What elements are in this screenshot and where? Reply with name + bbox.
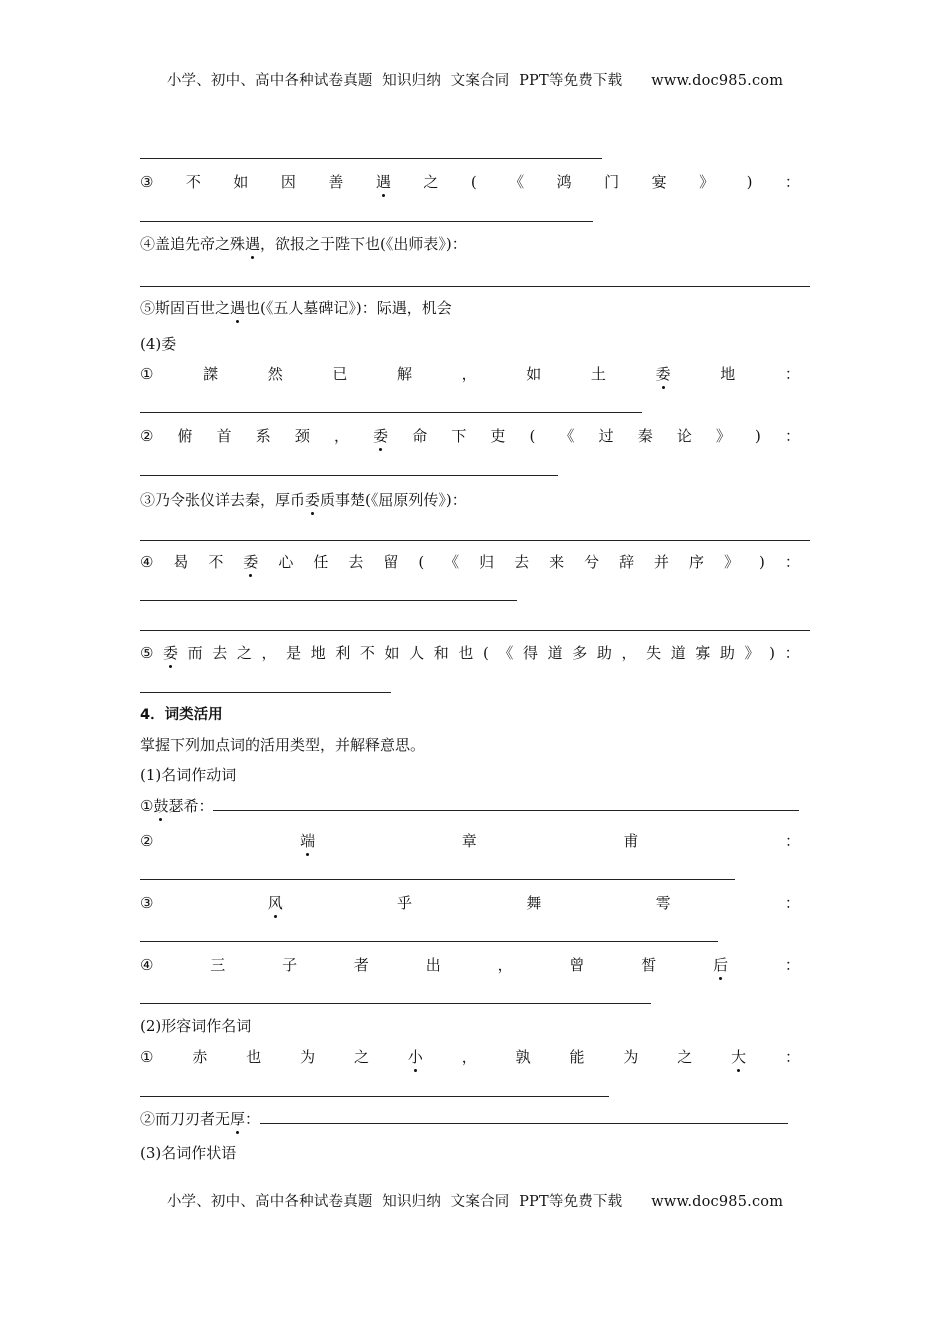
text-char: 大 — [731, 1048, 747, 1066]
text-char: 兮 — [584, 553, 600, 571]
text-char: 为 — [300, 1048, 316, 1066]
text-char: ③ — [140, 894, 154, 912]
text-char: 道 — [547, 644, 563, 662]
text-char: 然 — [267, 365, 283, 383]
text-char: 利 — [335, 644, 351, 662]
text-char: ) — [769, 644, 775, 662]
text-char: ， — [621, 644, 637, 662]
sub1-item-3 — [140, 893, 800, 913]
text-char: 俯 — [177, 427, 193, 445]
text-char: ： — [784, 894, 800, 912]
text-char: 曷 — [173, 553, 189, 571]
text-char: 小 — [407, 1048, 423, 1066]
text-char: 如 — [384, 644, 400, 662]
text-char: 人 — [409, 644, 425, 662]
text-char: 秦 — [637, 427, 653, 445]
text-char: 系 — [255, 427, 271, 445]
section-4-intro: 掌握下列加点词的活用类型，并解释意思。 — [140, 736, 426, 754]
text-char: 端 — [300, 832, 316, 850]
text-char: ( — [470, 173, 477, 191]
sub1-item-1: ①鼓瑟希： — [140, 796, 799, 816]
text-char: 辞 — [619, 553, 635, 571]
text-char: ) — [755, 427, 761, 445]
text-char: 委 — [163, 644, 179, 662]
text-char: 吏 — [490, 427, 506, 445]
text-char: ： — [784, 173, 800, 191]
text-char: 去 — [212, 644, 228, 662]
text-char: 是 — [286, 644, 302, 662]
text-char: ， — [261, 644, 277, 662]
text-char: 《 — [498, 644, 514, 662]
subsection-3-title: (3)名词作状语 — [140, 1144, 237, 1162]
wei-heading: (4)委 — [140, 335, 177, 353]
sub2-item-2: ②而刀刃者无厚： — [140, 1109, 788, 1129]
text-char: 过 — [598, 427, 614, 445]
text-char: 并 — [654, 553, 670, 571]
text-char: 来 — [549, 553, 565, 571]
text-char: 遇 — [375, 173, 391, 191]
text-char: 任 — [313, 553, 329, 571]
text-char: 寡 — [695, 644, 711, 662]
answer-line — [140, 158, 602, 159]
text-char: 子 — [282, 956, 298, 974]
text-char: 助 — [596, 644, 612, 662]
text-char: 风 — [267, 894, 283, 912]
text-char: 得 — [523, 644, 539, 662]
text-char: 》 — [724, 553, 740, 571]
sub1-item-2 — [140, 831, 800, 851]
text-char: ( — [482, 644, 489, 662]
text-char: 土 — [590, 365, 606, 383]
answer-line — [140, 1003, 651, 1004]
text-char: 为 — [623, 1048, 639, 1066]
text-char: 》 — [699, 173, 715, 191]
text-char: 委 — [243, 553, 259, 571]
answer-line — [260, 1109, 788, 1124]
text-char: 已 — [332, 365, 348, 383]
text-char: 也 — [458, 644, 474, 662]
text-char: ③ — [140, 173, 154, 191]
text-char: 委 — [373, 427, 389, 445]
page-footer: 小学、初中、高中各种试卷真题 知识归纳 文案合同 PPT等免费下载 www.doc985.com — [166, 1194, 784, 1210]
page-header: 小学、初中、高中各种试卷真题 知识归纳 文案合同 PPT等免费下载 www.doc985.com — [166, 73, 784, 89]
wei-item-3: ③乃令张仪详去秦，厚币委质事楚(《屈原列传》)： — [140, 491, 467, 509]
answer-line — [140, 630, 810, 631]
text-char: 》 — [715, 427, 731, 445]
text-char: 《 — [509, 173, 525, 191]
text-char: 委 — [655, 365, 671, 383]
text-char: 留 — [383, 553, 399, 571]
text-char: 舞 — [526, 894, 542, 912]
text-char: 道 — [670, 644, 686, 662]
text-char: 论 — [676, 427, 692, 445]
text-char: 门 — [604, 173, 620, 191]
text-char: ： — [784, 644, 800, 662]
text-char: 下 — [451, 427, 467, 445]
yu-item-5: ⑤斯固百世之遇也(《五人墓碑记》)：际遇，机会 — [140, 299, 452, 317]
text-char: 因 — [280, 173, 296, 191]
answer-line — [140, 600, 517, 601]
text-char: ⑤ — [140, 644, 154, 662]
text-char: 如 — [526, 365, 542, 383]
text-char: ： — [784, 427, 800, 445]
subsection-2-title: (2)形容词作名词 — [140, 1017, 252, 1035]
text-char: 不 — [208, 553, 224, 571]
text-char: ② — [140, 427, 154, 445]
text-char: ④ — [140, 553, 154, 571]
wei-item-5 — [140, 643, 800, 663]
text-char: 去 — [348, 553, 364, 571]
text-char: 地 — [720, 365, 736, 383]
text-char: 序 — [689, 553, 705, 571]
text-char: 之 — [236, 644, 252, 662]
text-char: ： — [784, 553, 800, 571]
text-char: ) — [746, 173, 753, 191]
text-char: 后 — [713, 956, 729, 974]
text-char: ： — [784, 1048, 800, 1066]
text-char: ④ — [140, 956, 154, 974]
text-char: 失 — [646, 644, 662, 662]
answer-line — [140, 221, 593, 222]
answer-line — [140, 1096, 609, 1097]
yu-item-3 — [140, 172, 800, 192]
text-char: ) — [759, 553, 765, 571]
text-char: 不 — [185, 173, 201, 191]
text-char: ② — [140, 832, 154, 850]
text-char: 雩 — [655, 894, 671, 912]
text-char: 之 — [423, 173, 439, 191]
text-char: 》 — [744, 644, 760, 662]
text-char: ① — [140, 365, 154, 383]
text-char: 《 — [559, 427, 575, 445]
text-char: 皙 — [641, 956, 657, 974]
text-char: ( — [529, 427, 536, 445]
subsection-1-title: (1)名词作动词 — [140, 766, 237, 784]
text-char: 归 — [479, 553, 495, 571]
text-char: 之 — [677, 1048, 693, 1066]
text-char: ① — [140, 1048, 154, 1066]
text-char: 曾 — [569, 956, 585, 974]
text-char: 如 — [233, 173, 249, 191]
text-char: 赤 — [192, 1048, 208, 1066]
text-char: 而 — [187, 644, 203, 662]
text-char: 出 — [425, 956, 441, 974]
answer-line — [140, 412, 642, 413]
text-char: 助 — [719, 644, 735, 662]
text-char: 命 — [412, 427, 428, 445]
text-char: 鸿 — [556, 173, 572, 191]
text-char: 三 — [210, 956, 226, 974]
text-char: 甫 — [623, 832, 639, 850]
answer-line — [140, 540, 810, 541]
text-char: ： — [784, 956, 800, 974]
answer-line — [140, 475, 558, 476]
text-char: ： — [784, 365, 800, 383]
text-char: 颈 — [294, 427, 310, 445]
wei-item-4 — [140, 552, 800, 572]
sub2-item-1 — [140, 1047, 800, 1067]
text-char: 去 — [514, 553, 530, 571]
text-char: 也 — [246, 1048, 262, 1066]
text-char: ， — [461, 1048, 477, 1066]
text-char: 孰 — [515, 1048, 531, 1066]
sub1-item-4 — [140, 955, 800, 975]
text-char: ( — [418, 553, 425, 571]
section-4-title: 4．词类活用 — [140, 707, 223, 723]
text-char: ， — [497, 956, 513, 974]
text-char: 者 — [353, 956, 369, 974]
text-char: 地 — [310, 644, 326, 662]
text-char: 多 — [572, 644, 588, 662]
wei-item-2 — [140, 426, 800, 446]
answer-line — [140, 879, 735, 880]
text-char: 乎 — [397, 894, 413, 912]
text-char: 宴 — [651, 173, 667, 191]
answer-line — [140, 286, 810, 287]
answer-line — [140, 941, 718, 942]
text-char: ： — [784, 832, 800, 850]
text-char: ， — [461, 365, 477, 383]
text-char: 能 — [569, 1048, 585, 1066]
text-char: 之 — [353, 1048, 369, 1066]
text-char: 謋 — [203, 365, 219, 383]
text-char: 心 — [278, 553, 294, 571]
text-char: 《 — [444, 553, 460, 571]
text-char: 和 — [433, 644, 449, 662]
answer-line — [140, 692, 391, 693]
text-char: ， — [333, 427, 349, 445]
yu-item-4: ④盖追先帝之殊遇，欲报之于陛下也(《出师表》)： — [140, 235, 467, 253]
text-char: 善 — [328, 173, 344, 191]
text-char: 首 — [216, 427, 232, 445]
wei-item-1 — [140, 364, 800, 384]
text-char: 解 — [397, 365, 413, 383]
text-char: 不 — [359, 644, 375, 662]
answer-line — [213, 796, 799, 811]
text-char: 章 — [461, 832, 477, 850]
